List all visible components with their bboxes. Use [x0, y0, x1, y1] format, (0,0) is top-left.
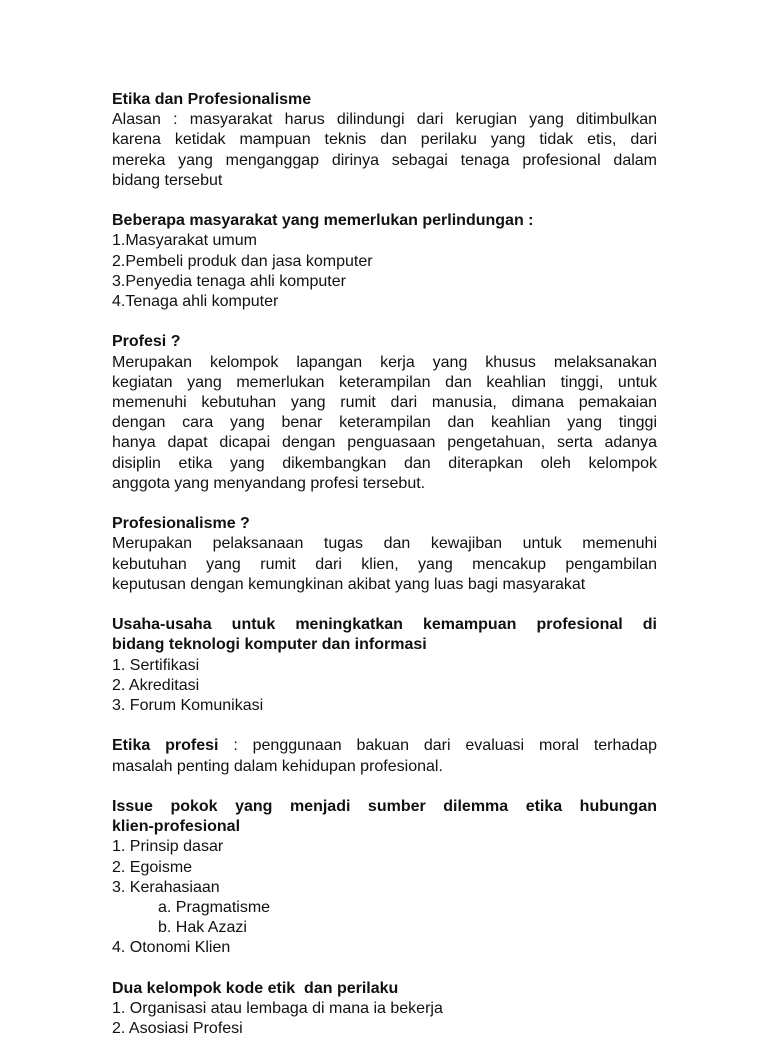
list-item: 3. Kerahasiaan [112, 878, 220, 896]
paragraph-line: Alasan : masyarakat harus dilindungi dari kerugian yang ditimbulkan [112, 111, 657, 129]
spacer [112, 716, 657, 736]
spacer [112, 191, 657, 211]
section-title-profesionalisme: Profesionalisme ? [112, 515, 250, 533]
section-title-issue-pokok: Issue pokok yang menjadi sumber dilemma etika hubungan [112, 798, 657, 816]
paragraph-line: Merupakan pelaksanaan tugas dan kewajiban untuk memenuhi [112, 535, 657, 553]
sub-list-item: a. Pragmatisme [158, 899, 271, 917]
list-item: 1.Masyarakat umum [112, 232, 257, 250]
spacer [112, 777, 657, 797]
spacer [112, 494, 657, 514]
list-item: 1. Sertifikasi [112, 656, 200, 674]
list-item: 4. Otonomi Klien [112, 939, 231, 957]
section-title-masyarakat: Beberapa masyarakat yang memerlukan perlindungan : [112, 212, 534, 230]
paragraph-line: disiplin etika yang dikembangkan dan diterapkan oleh kelompok [112, 454, 657, 472]
list-item: 2. Egoisme [112, 858, 193, 876]
section-title-etika-profesionalisme: Etika dan Profesionalisme [112, 91, 312, 108]
section-title-issue-pokok-cont: klien-profesional [112, 818, 241, 836]
paragraph-line: memenuhi kebutuhan yang rumit dari manusia, dimana pemakaian [112, 394, 657, 412]
etika-profesi-term: Etika profesi [112, 737, 219, 755]
paragraph-line: Merupakan kelompok lapangan kerja yang khusus melaksanakan [112, 353, 657, 371]
spacer [112, 595, 657, 615]
section-title-usaha: Usaha-usaha untuk meningkatkan kemampuan profesional di [112, 616, 657, 634]
etika-profesi-definition [112, 736, 657, 756]
paragraph-line: masalah penting dalam kehidupan profesional. [112, 757, 443, 775]
etika-profesi-definition-text: : penggunaan bakuan dari evaluasi moral terhadap [218, 737, 657, 755]
section-title-kode-etik: Dua kelompok kode etik dan perilaku [112, 979, 399, 997]
section-title-usaha-cont: bidang teknologi komputer dan informasi [112, 636, 427, 654]
list-item: 2.Pembeli produk dan jasa komputer [112, 252, 373, 270]
list-item: 2. Akreditasi [112, 676, 200, 694]
document-page [112, 90, 657, 1039]
section-title-profesi: Profesi ? [112, 333, 181, 351]
paragraph-line: kegiatan yang memerlukan keterampilan dan keahlian tinggi, untuk [112, 373, 657, 391]
paragraph-line: bidang tersebut [112, 171, 223, 189]
list-item: 3.Penyedia tenaga ahli komputer [112, 272, 346, 290]
spacer [112, 312, 657, 332]
paragraph-line: kebutuhan yang rumit dari klien, yang mencakup pengambilan [112, 555, 657, 573]
list-item: 1. Prinsip dasar [112, 838, 224, 856]
list-item: 3. Forum Komunikasi [112, 697, 264, 715]
sub-list-item: b. Hak Azazi [158, 919, 247, 937]
paragraph-line: anggota yang menyandang profesi tersebut. [112, 474, 426, 492]
spacer [112, 959, 657, 979]
paragraph-line: hanya dapat dicapai dengan penguasaan pengetahuan, serta adanya [112, 434, 657, 452]
paragraph-line: dengan cara yang benar keterampilan dan keahlian yang tinggi [112, 414, 657, 432]
paragraph-line: keputusan dengan kemungkinan akibat yang luas bagi masyarakat [112, 575, 586, 593]
paragraph-line: karena ketidak mampuan teknis dan perilaku yang tidak etis, dari [112, 131, 657, 149]
list-item: 2. Asosiasi Profesi [112, 1020, 243, 1038]
list-item: 4.Tenaga ahli komputer [112, 293, 279, 311]
list-item: 1. Organisasi atau lembaga di mana ia bekerja [112, 1000, 443, 1018]
paragraph-line: mereka yang menganggap dirinya sebagai tenaga profesional dalam [112, 151, 657, 169]
